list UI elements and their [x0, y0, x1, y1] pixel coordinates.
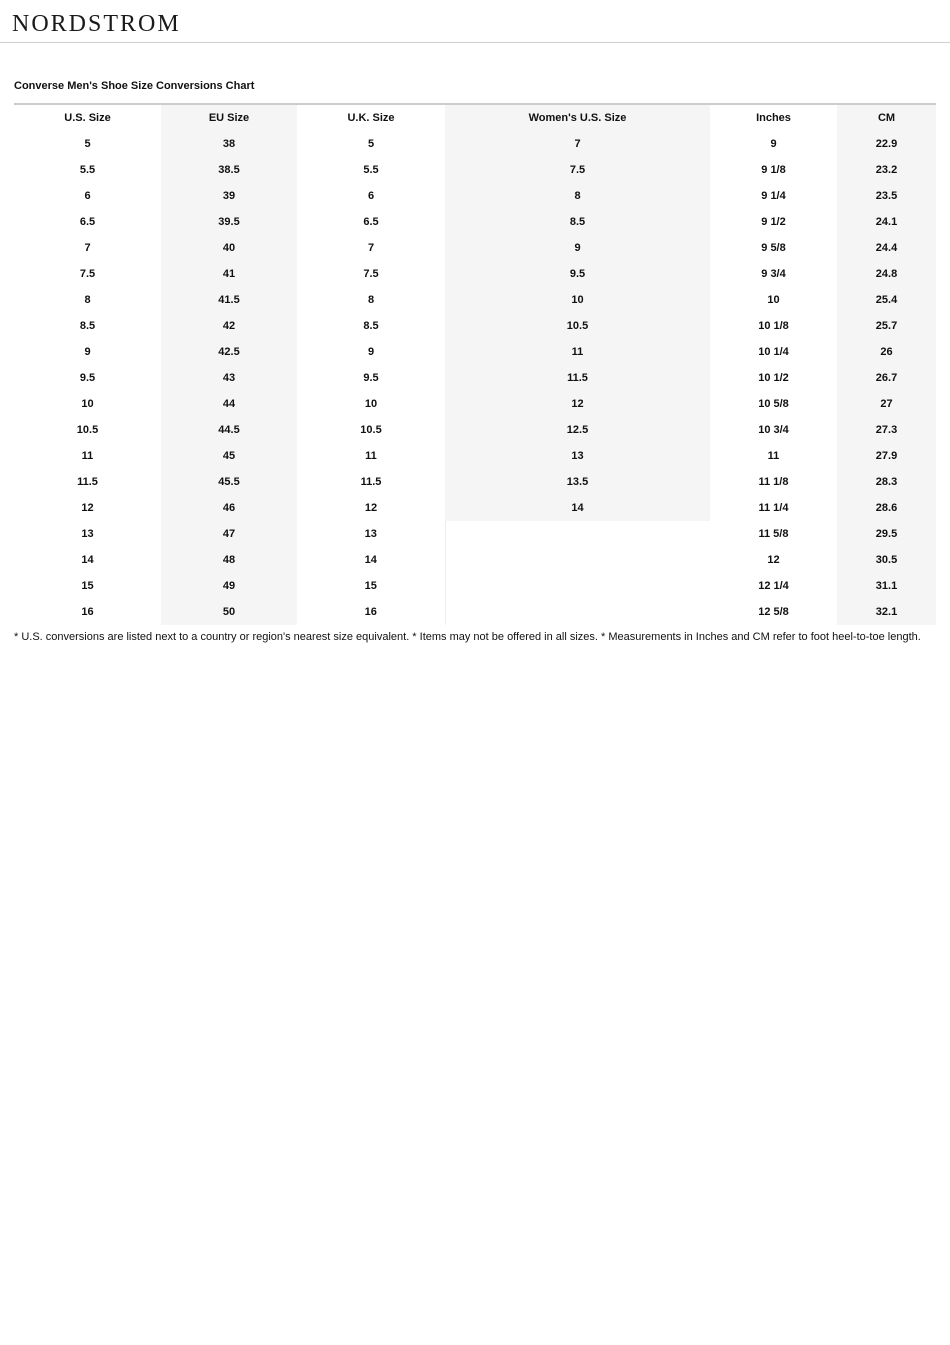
cell-inches: 10 1/4 — [758, 346, 789, 358]
cell-womens-us-size: 7 — [445, 131, 710, 157]
nordstrom-logo[interactable]: NORDSTROM — [12, 11, 181, 37]
size-conversion-table — [14, 105, 936, 625]
table-row — [14, 339, 936, 365]
cell-womens-us-size: 9.5 — [445, 261, 710, 287]
cell-cm: 24.8 — [837, 261, 936, 287]
cell-eu-size: 43 — [161, 365, 297, 391]
cell-uk-size: 5 — [367, 138, 375, 150]
cell-inches: 11 5/8 — [758, 528, 789, 540]
cell-cm: 24.1 — [837, 209, 936, 235]
table-row — [14, 417, 936, 443]
cell-eu-size: 46 — [161, 495, 297, 521]
cell-us-size: 5 — [84, 138, 91, 150]
footnote: * U.S. conversions are listed next to a country or region's nearest size equivalent. * Items may not be offered in all sizes. * Measurements in Inches and CM refer to foot heel-to-toe length. — [14, 631, 921, 643]
cell-cm: 23.2 — [837, 157, 936, 183]
cell-eu-size: 40 — [161, 235, 297, 261]
cell-us-size: 8.5 — [79, 320, 96, 332]
table-body — [14, 131, 936, 625]
cell-uk-size: 9.5 — [363, 372, 379, 384]
cell-inches: 10 — [767, 294, 780, 306]
cell-cm: 26.7 — [837, 365, 936, 391]
column-header-womens-us-size: Women's U.S. Size — [445, 105, 710, 131]
cell-eu-size: 45.5 — [161, 469, 297, 495]
cell-cm: 31.1 — [837, 573, 936, 599]
cell-us-size: 9 — [84, 346, 91, 358]
table-header-row — [14, 105, 936, 131]
cell-womens-us-size: 11 — [445, 339, 710, 365]
cell-womens-us-size: 10.5 — [445, 313, 710, 339]
cell-womens-us-size: 7.5 — [445, 157, 710, 183]
cell-us-size: 15 — [81, 580, 94, 592]
table-row — [14, 573, 936, 599]
cell-uk-size: 11 — [365, 450, 377, 462]
table-row — [14, 235, 936, 261]
table-row — [14, 287, 936, 313]
cell-us-size: 16 — [81, 606, 94, 618]
table-row — [14, 261, 936, 287]
cell-us-size: 11.5 — [77, 476, 98, 488]
cell-womens-us-size: 13 — [445, 443, 710, 469]
cell-us-size: 10.5 — [76, 424, 99, 436]
cell-us-size: 7.5 — [79, 268, 96, 280]
cell-uk-size: 8.5 — [363, 320, 379, 332]
page-header — [0, 0, 950, 43]
cell-inches: 10 5/8 — [758, 398, 789, 410]
cell-cm: 23.5 — [837, 183, 936, 209]
cell-cm: 28.6 — [837, 495, 936, 521]
cell-cm: 24.4 — [837, 235, 936, 261]
cell-uk-size: 10.5 — [360, 424, 382, 436]
cell-uk-size: 5.5 — [363, 164, 379, 176]
cell-eu-size: 49 — [161, 573, 297, 599]
cell-uk-size: 9 — [367, 346, 375, 358]
cell-uk-size: 7.5 — [363, 268, 379, 280]
cell-us-size: 6 — [84, 190, 91, 202]
table-row — [14, 521, 936, 547]
column-header-us-size: U.S. Size — [64, 112, 111, 124]
size-chart-table-wrapper — [14, 103, 936, 625]
cell-uk-size: 14 — [364, 554, 377, 566]
cell-cm: 29.5 — [837, 521, 936, 547]
cell-womens-us-size: 12.5 — [445, 417, 710, 443]
cell-cm: 30.5 — [837, 547, 936, 573]
cell-inches: 9 1/2 — [761, 216, 786, 228]
cell-eu-size: 42.5 — [161, 339, 297, 365]
cell-cm: 28.3 — [837, 469, 936, 495]
cell-eu-size: 44.5 — [161, 417, 297, 443]
cell-us-size: 10 — [81, 398, 94, 410]
cell-eu-size: 50 — [161, 599, 297, 625]
table-row — [14, 599, 936, 625]
column-header-cm: CM — [837, 105, 936, 131]
cell-cm: 25.4 — [837, 287, 936, 313]
cell-uk-size: 6 — [367, 190, 375, 202]
cell-uk-size: 11.5 — [360, 476, 382, 488]
cell-us-size: 8 — [84, 294, 91, 306]
cell-cm: 27.3 — [837, 417, 936, 443]
cell-inches: 11 1/4 — [758, 502, 789, 514]
cell-eu-size: 38 — [161, 131, 297, 157]
cell-eu-size: 47 — [161, 521, 297, 547]
cell-womens-us-size — [445, 599, 710, 625]
cell-uk-size: 12 — [364, 502, 378, 514]
table-row — [14, 183, 936, 209]
cell-uk-size: 15 — [364, 580, 377, 592]
cell-uk-size: 6.5 — [363, 216, 379, 228]
column-header-eu-size: EU Size — [161, 105, 297, 131]
table-row — [14, 131, 936, 157]
cell-womens-us-size: 8 — [445, 183, 710, 209]
table-row — [14, 313, 936, 339]
cell-cm: 26 — [837, 339, 936, 365]
cell-us-size: 7 — [84, 242, 91, 254]
table-row — [14, 469, 936, 495]
cell-inches: 12 5/8 — [758, 606, 789, 618]
cell-eu-size: 39 — [161, 183, 297, 209]
cell-inches: 9 1/8 — [761, 164, 786, 176]
cell-inches: 9 1/4 — [761, 190, 786, 202]
cell-uk-size: 16 — [364, 606, 377, 618]
cell-inches: 12 1/4 — [758, 580, 789, 592]
cell-womens-us-size — [445, 547, 710, 573]
cell-us-size: 6.5 — [79, 216, 96, 228]
table-row — [14, 391, 936, 417]
cell-eu-size: 44 — [161, 391, 297, 417]
table-row — [14, 495, 936, 521]
cell-eu-size: 41.5 — [161, 287, 297, 313]
cell-inches: 10 1/8 — [758, 320, 789, 332]
cell-uk-size: 7 — [367, 242, 375, 254]
cell-inches: 10 1/2 — [758, 372, 789, 384]
cell-inches: 10 3/4 — [758, 424, 789, 436]
cell-us-size: 5.5 — [79, 164, 96, 176]
cell-us-size: 9.5 — [79, 372, 96, 384]
cell-womens-us-size: 10 — [445, 287, 710, 313]
cell-womens-us-size — [445, 521, 710, 547]
cell-eu-size: 39.5 — [161, 209, 297, 235]
cell-eu-size: 38.5 — [161, 157, 297, 183]
column-header-inches: Inches — [756, 112, 791, 124]
cell-womens-us-size: 9 — [445, 235, 710, 261]
cell-uk-size: 10 — [364, 398, 378, 410]
cell-womens-us-size: 13.5 — [445, 469, 710, 495]
cell-us-size: 14 — [81, 554, 94, 566]
cell-us-size: 11 — [81, 450, 94, 462]
table-row — [14, 547, 936, 573]
cell-inches: 11 — [767, 450, 780, 462]
cell-eu-size: 45 — [161, 443, 297, 469]
cell-eu-size: 42 — [161, 313, 297, 339]
cell-cm: 27 — [837, 391, 936, 417]
cell-eu-size: 41 — [161, 261, 297, 287]
cell-cm: 32.1 — [837, 599, 936, 625]
cell-inches: 11 1/8 — [758, 476, 789, 488]
cell-womens-us-size: 11.5 — [445, 365, 710, 391]
column-header-uk-size: U.K. Size — [347, 112, 395, 124]
cell-cm: 22.9 — [837, 131, 936, 157]
table-row — [14, 209, 936, 235]
cell-us-size: 13 — [81, 528, 94, 540]
cell-womens-us-size: 12 — [445, 391, 710, 417]
cell-inches: 9 5/8 — [761, 242, 786, 254]
cell-us-size: 12 — [81, 502, 94, 514]
cell-cm: 25.7 — [837, 313, 936, 339]
table-row — [14, 443, 936, 469]
table-row — [14, 157, 936, 183]
cell-cm: 27.9 — [837, 443, 936, 469]
table-row — [14, 365, 936, 391]
cell-womens-us-size: 14 — [445, 495, 710, 521]
cell-eu-size: 48 — [161, 547, 297, 573]
cell-inches: 9 3/4 — [761, 268, 786, 280]
cell-womens-us-size — [445, 573, 710, 599]
cell-uk-size: 8 — [367, 294, 375, 306]
cell-womens-us-size: 8.5 — [445, 209, 710, 235]
cell-inches: 9 — [770, 138, 777, 150]
chart-title: Converse Men's Shoe Size Conversions Chart — [14, 80, 255, 92]
cell-uk-size: 13 — [364, 528, 377, 540]
cell-inches: 12 — [767, 554, 780, 566]
